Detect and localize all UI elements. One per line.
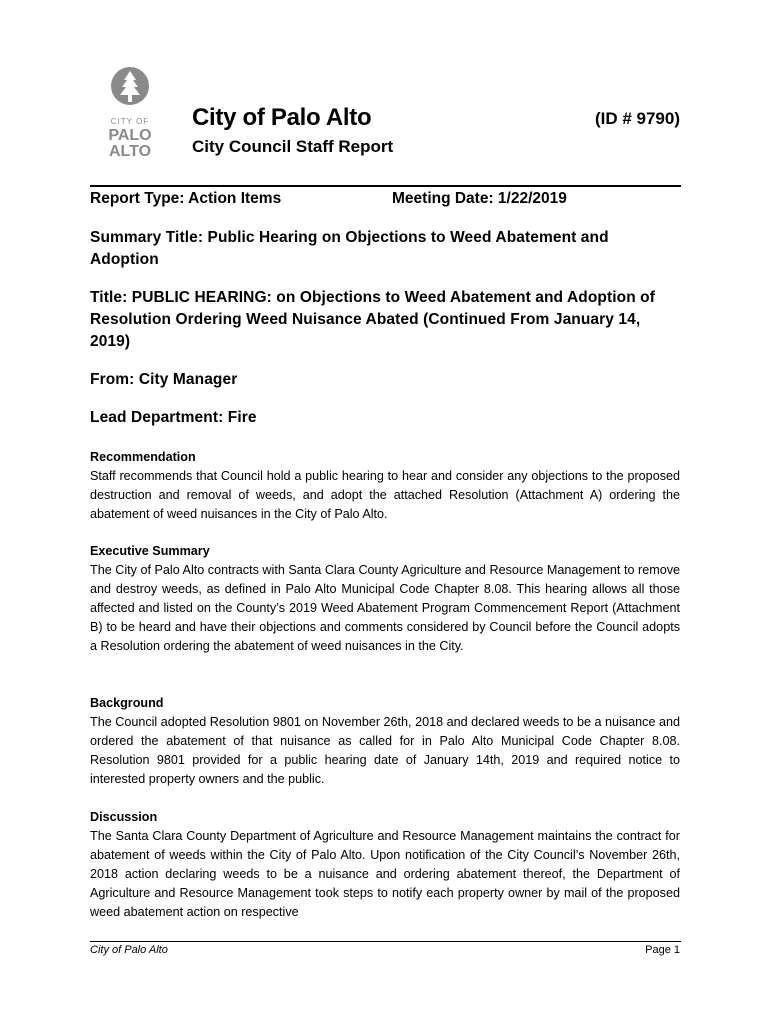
page-number: Page 1 [645, 944, 680, 956]
report-title: Title: PUBLIC HEARING: on Objections to Weed Abatement and Adoption of Resolution Ordering Weed Nuisance Abated (Continued From January 14, 2019) [90, 289, 655, 350]
city-logo [104, 64, 160, 158]
meeting-date: Meeting Date: 1/22/2019 [392, 190, 567, 207]
section-body: The City of Palo Alto contracts with Santa Clara County Agriculture and Resource Management to remove and destroy weeds, as defined in Palo Alto Municipal Code Chapter 8.08. This hearing allows all those affected and listed on the County’s 2019 Weed Abatement Program Commencement Report (Attachment B) to be heard and have their objections and comments considered by Council before the Council adopts a Resolution ordering the abatement of weed nuisances in the City. [90, 563, 680, 653]
from-line: From: City Manager [90, 371, 238, 388]
summary-title: Summary Title: Public Hearing on Objections to Weed Abatement and Adoption [90, 229, 609, 268]
logo-line-city-of: CITY OF [110, 117, 150, 126]
logo-line-alto: ALTO [108, 143, 152, 158]
section-body: The Council adopted Resolution 9801 on November 26th, 2018 and declared weeds to be a nuisance and ordered the abatement of that nuisance as called for in Palo Alto Municipal Code Chapter 8.08. Resolution 9801 provided for a public hearing date of January 14th, 2019 and required notice to interested property owners and the public. [90, 715, 680, 786]
logo-line-palo: PALO [108, 127, 152, 144]
recommendation-section [90, 448, 680, 524]
section-heading: Background [90, 696, 164, 710]
page-title: City of Palo Alto [192, 104, 372, 131]
section-body: Staff recommends that Council hold a public hearing to hear and consider any objections to the proposed destruction and removal of weeds, and adopt the attached Resolution (Attachment A) ordering the abatement of weed nuisances in the City of Palo Alto. [90, 469, 680, 521]
report-id: (ID # 9790) [594, 109, 680, 128]
background-section [90, 694, 680, 789]
section-heading: Recommendation [90, 450, 196, 464]
section-body: The Santa Clara County Department of Agriculture and Resource Management maintains the contract for abatement of weeds within the City of Palo Alto. Upon notification of the City Council’s November 26th, 2018 action declaring weeds to be a nuisance and ordering abatement thereof, the Department of Agriculture and Resource Management took steps to notify each property owner by mail of the proposed weed abatement action on respective [90, 829, 680, 919]
footer-divider [90, 941, 681, 942]
redwood-tree-icon [104, 64, 160, 158]
report-type: Report Type: Action Items [90, 190, 282, 207]
report-subtitle: City Council Staff Report [192, 137, 394, 156]
discussion-section [90, 808, 680, 922]
executive-summary-section [90, 542, 680, 656]
section-heading: Executive Summary [90, 544, 210, 558]
footer-org: City of Palo Alto [90, 944, 168, 956]
section-heading: Discussion [90, 810, 158, 824]
lead-department: Lead Department: Fire [90, 409, 257, 426]
header-divider [90, 185, 681, 187]
